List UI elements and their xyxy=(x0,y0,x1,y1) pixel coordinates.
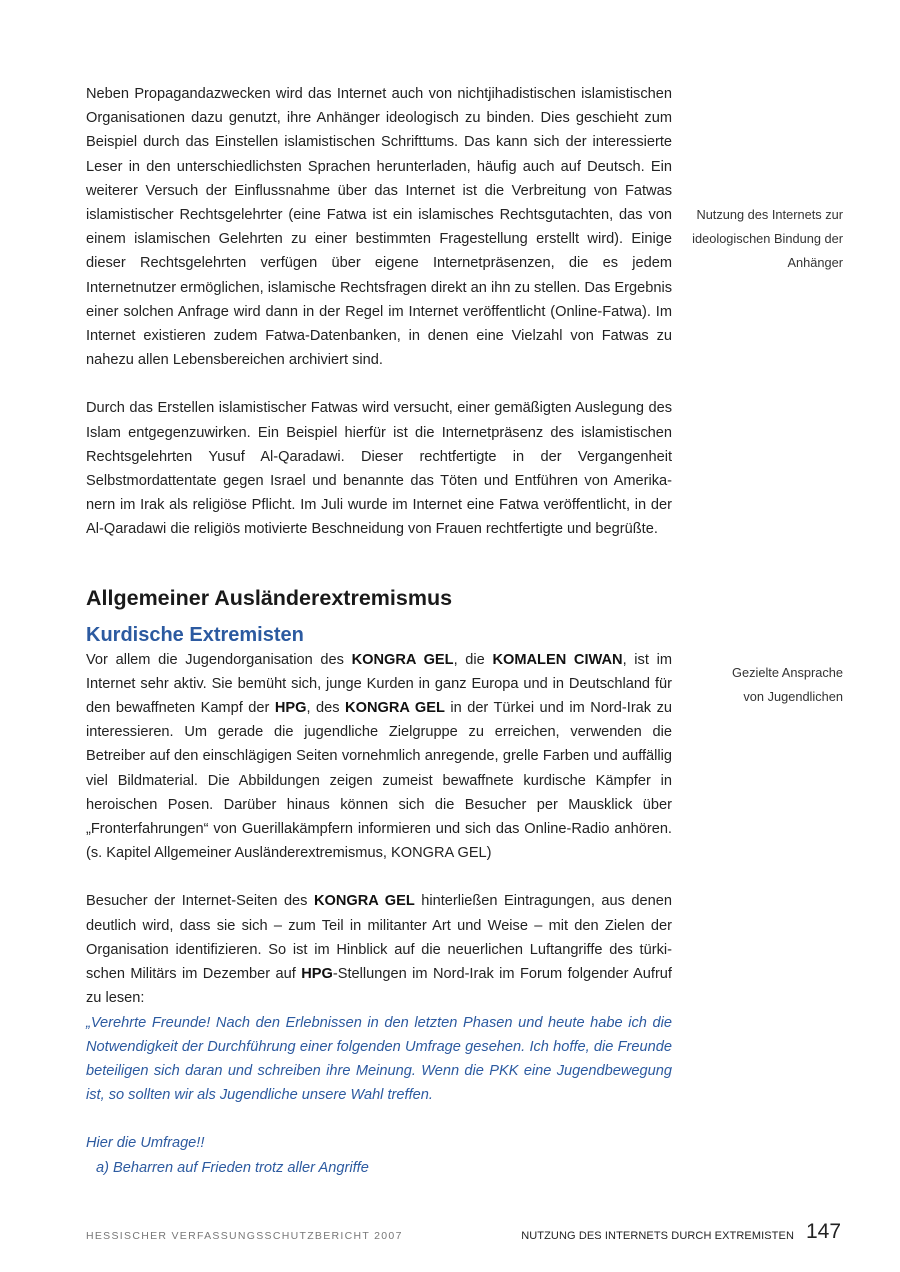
margin-note-ideological-binding: Nutzung des Internets zur ideologischen Bindung der Anhänger xyxy=(692,207,843,271)
footer-chapter-title: NUTZUNG DES INTERNETS DURCH EXTREMISTEN xyxy=(521,1230,794,1242)
paragraph-qaradawi: Durch das Erstellen islamistischer Fatwas wird versucht, einer gemäßigten Auslegung des Islam entgegenzuwirken. Ein Beispiel hierfür ist die Internetpräsenz des islamistischen Rechtsgelehrten Yusuf Al-Qaradawi. Dieser rechtfertigte in der Vergangenheit Selbstmordattentate gegen Israel und benannte das Töten und Entführen von Amerikanern im Irak als religiöse Pflicht. Im Juli wurde im Internet eine Fatwa veröffentlicht, in der Al-Qaradawi die religiös motivierte Beschneidung von Frauen rechtfertigte und begrüßte. xyxy=(86,400,672,538)
paragraph-visitor-entries: Besucher der Internet-Seiten des KONGRA GEL hinterließen Eintragungen, aus denen deutlich wird, dass sie sich – zum Teil in militanter Art und Weise – mit den Zielen der Organisation identifizieren. So ist im Hinblick auf die neuerlichen Luftangriffe des türkischen Militärs im Dezember auf HPG-Stellungen im Nord-Irak im Forum folgender Aufruf zu lesen: xyxy=(86,893,672,1007)
section-heading: Allgemeiner Ausländerextremismus xyxy=(86,585,453,610)
page-number: 147 xyxy=(806,1220,842,1243)
main-column xyxy=(86,82,672,1180)
subsection-heading: Kurdische Extremisten xyxy=(86,623,304,646)
forum-quote-option-a: a) Beharren auf Frieden trotz aller Angriffe xyxy=(96,1159,369,1176)
forum-quote: „Verehrte Freunde! Nach den Erlebnissen in den letzten Phasen und heute habe ich die Notwendigkeit der Durchführung einer folgenden Umfrage gesehen. Ich hoffe, die Freunde beteiligen sich daran und schreiben ihre Meinung. Wenn die PKK eine Jugendbewegung ist, so sollten wir als Jugendliche unsere Wahl treffen. xyxy=(86,1014,672,1104)
paragraph-kongra-gel-youth: Vor allem die Jugendorganisation des KONGRA GEL, die KOMALEN CIWAN, ist im Internet sehr aktiv. Sie bemüht sich, junge Kurden in ganz Europa und in Deutschland für den bewaffneten Kampf der HPG, des KONGRA GEL in der Türkei und im Nord-Irak zu interessieren. Um gerade die jugendliche Zielgruppe zu erreichen, verwenden die Betreiber auf den einschlägigen Seiten vornehmlich anregende, grelle Farben und auffällig viel Bildmaterial. Die Abbildungen zeigen zumeist bewaffnete kurdische Kämpfer in heroischen Posen. Darüber hinaus können sich die Besucher per Mausklick über „Fronterfahrungen“ von Guerillakämpfern informieren und sich das Online-Radio anhören. (s. Kapitel Allgemeiner Ausländerextremismus, KONGRA GEL) xyxy=(86,651,673,862)
forum-quote-poll: Hier die Umfrage!! xyxy=(86,1135,205,1152)
paragraph-fatwa-intro: Neben Propagandazwecken wird das Internet auch von nichtjihadistischen islamistischen Organisationen dazu genutzt, ihre Anhänger ideologisch zu binden. Dies geschieht zum Beispiel durch das Einstellen islamistischen Schrifttums. Das kann sich der interessierte Leser in den unterschiedlichsten Sprachen herunterladen, häufig auch auf Deutsch. Ein weiterer Versuch der Einflussnahme über das Internet ist die Verbreitung von Fatwas islamistischer Rechtsgelehrter (eine Fatwa ist ein islamisches Rechtsgutachten, das von einem islamischen Gelehrten zu einer bestimmten Fragestellung erstellt wird). Einige dieser Rechtsgelehrten verfügen über eigene Internetpräsenzen, die es jedem Internetnutzer ermöglichen, islamische Rechtsfragen direkt an ihn zu stellen. Das Ergebnis einer solchen Anfrage wird dann in der Regel im Internet veröffentlicht (Online-Fatwa). Im Internet existieren zudem Fatwa-Datenbanken, in denen eine Vielzahl von Fatwas zu nahezu allen Lebensbereichen archiviert sind. xyxy=(86,86,672,369)
footer-publication-title: HESSISCHER VERFASSUNGSSCHUTZBERICHT 2007 xyxy=(86,1230,403,1242)
margin-note-youth-targeting: Gezielte Ansprache von Jugendlichen xyxy=(732,665,843,705)
